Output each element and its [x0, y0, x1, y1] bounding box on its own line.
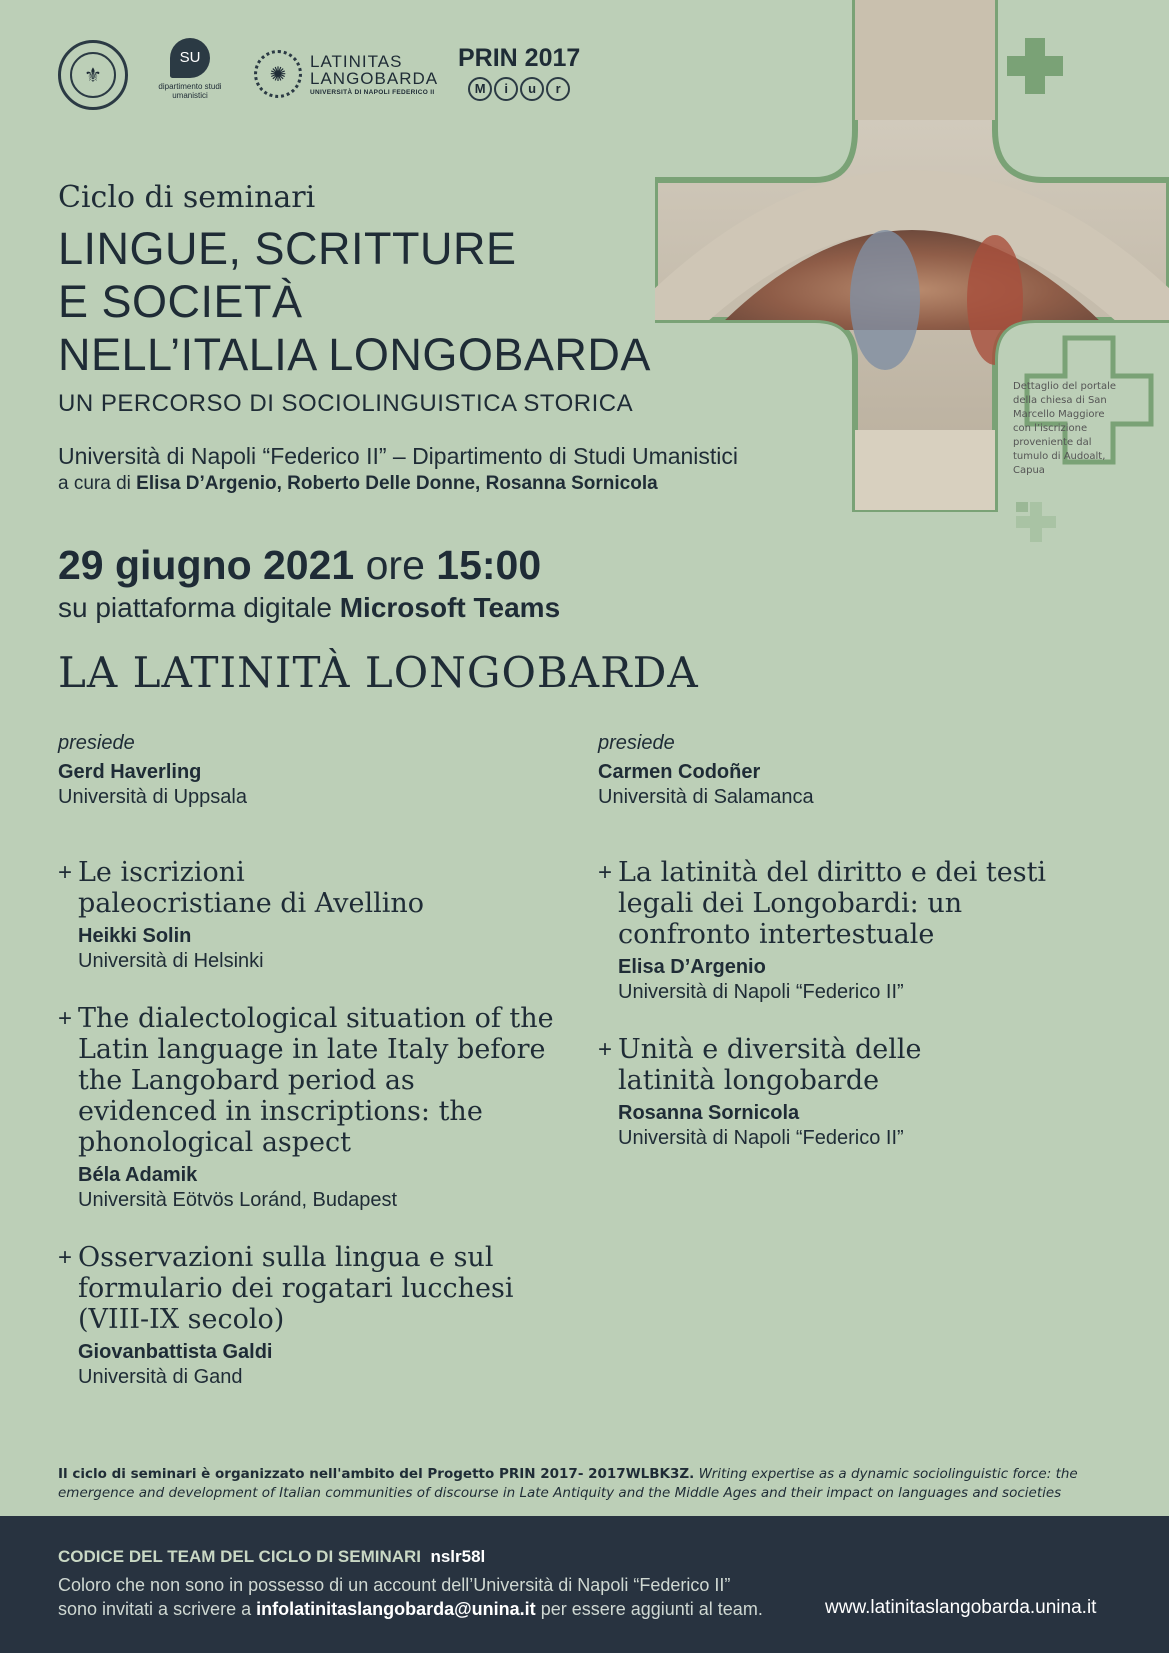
- latinitas-line1: LATINITAS: [310, 51, 403, 71]
- talk-item: [58, 1242, 558, 1389]
- curators: Elisa D’Argenio, Roberto Delle Donne, Rosanna Sornicola: [136, 473, 658, 494]
- event-time: 15:00: [436, 542, 542, 588]
- plus-icon: +: [58, 1244, 73, 1271]
- plus-icon: +: [598, 859, 613, 886]
- miur-logo: [458, 77, 580, 101]
- miur-letter: i: [494, 77, 518, 101]
- curators-line: [58, 473, 658, 495]
- page-title: [58, 222, 651, 381]
- presiede-label: presiede: [598, 732, 675, 754]
- su-department-logo: [154, 38, 226, 112]
- cycle-label: Ciclo di seminari: [58, 180, 316, 215]
- plus-icon: +: [58, 859, 73, 886]
- footnote-italic: Writing expertise as a dynamic sociolinguistic force: the emergence and development of Italian communities of discourse in Late Antiquity and the Middle Ages and their impact on languages and societies: [58, 1466, 1078, 1501]
- platform-prefix: su piattaforma digitale: [58, 592, 332, 623]
- plus-icon: +: [598, 1036, 613, 1063]
- talk-title: Le iscrizioni paleocristiane di Avellino: [78, 857, 424, 919]
- project-footnote: [58, 1465, 1138, 1503]
- footer-line1: Coloro che non sono in possesso di un account dell’Università di Napoli “Federico II”: [58, 1575, 731, 1595]
- latinitas-sub: UNIVERSITÀ DI NAPOLI FEDERICO II: [310, 88, 435, 96]
- session-title: LA LATINITÀ LONGOBARDA: [58, 648, 699, 697]
- talk-list: [58, 857, 558, 1389]
- team-code-line: [58, 1547, 485, 1567]
- miur-letter: u: [520, 77, 544, 101]
- speaker-univ: Università di Napoli “Federico II”: [618, 981, 904, 1003]
- talk-title: The dialectological situation of the Latin language in late Italy before the Langobard period as evidenced in inscriptions: the phonological aspect: [78, 1003, 554, 1158]
- university-line: Università di Napoli “Federico II” – Dipartimento di Studi Umanistici: [58, 443, 739, 469]
- talk-title: Unità e diversità delle latinità longobarde: [618, 1034, 922, 1096]
- prin-logo: [458, 44, 580, 101]
- small-cross-icon: [1016, 502, 1056, 542]
- contact-email-link[interactable]: infolatinitaslangobarda@unina.it: [256, 1599, 536, 1619]
- figure-right: [967, 235, 1023, 365]
- program-column-left: [58, 732, 558, 1389]
- miur-letter: M: [468, 77, 492, 101]
- title-line: E SOCIETÀ: [58, 276, 303, 327]
- footer-line2-suffix: per essere aggiunti al team.: [540, 1599, 763, 1619]
- university-seal-logo: [58, 40, 128, 110]
- chair-univ: Università di Salamanca: [598, 786, 814, 808]
- latinitas-line2: LANGOBARDA: [310, 68, 439, 88]
- event-ore: ore: [365, 542, 425, 588]
- subtitle: UN PERCORSO DI SOCIOLINGUISTICA STORICA: [58, 390, 634, 417]
- figure-left: [850, 230, 920, 370]
- talk-item: [58, 1003, 558, 1212]
- presiede-label: presiede: [58, 732, 135, 754]
- talk-title: Osservazioni sulla lingua e sul formulario dei rogatari lucchesi (VIII-IX secolo): [78, 1242, 514, 1335]
- program-column-right: [598, 732, 1098, 1150]
- team-code: nslr58l: [430, 1547, 486, 1566]
- talk-list: [598, 857, 1098, 1150]
- talk-item: [598, 1034, 1098, 1150]
- miur-letter: r: [546, 77, 570, 101]
- speaker-univ: Università Eötvös Loránd, Budapest: [78, 1189, 398, 1211]
- rosette-icon: ✺: [254, 50, 302, 98]
- footer-line2-prefix: sono invitati a scrivere a: [58, 1599, 252, 1619]
- speaker-name: Elisa D’Argenio: [618, 956, 766, 978]
- talk-item: [598, 857, 1098, 1004]
- title-line: NELL’ITALIA LONGOBARDA: [58, 329, 651, 380]
- footer-line2: [58, 1597, 763, 1621]
- speaker-univ: Università di Gand: [78, 1366, 243, 1388]
- su-mark: SU: [170, 38, 210, 78]
- footnote-bold: Il ciclo di seminari è organizzato nell'ambito del Progetto PRIN 2017- 2017WLBK3Z.: [58, 1466, 695, 1482]
- title-line: LINGUE, SCRITTURE: [58, 223, 517, 274]
- curated-prefix: a cura di: [58, 473, 131, 494]
- event-platform: [58, 592, 560, 624]
- speaker-name: Rosanna Sornicola: [618, 1102, 800, 1124]
- chair-univ: Università di Uppsala: [58, 786, 247, 808]
- seal-icon: ⚜: [70, 52, 116, 98]
- speaker-name: Giovanbattista Galdi: [78, 1341, 273, 1363]
- platform-name: Microsoft Teams: [339, 592, 561, 623]
- top-relief: [855, 0, 995, 120]
- talk-title: La latinità del diritto e dei testi legali dei Longobardi: un confronto intertestuale: [618, 857, 1047, 950]
- su-text: dipartimento studi umanistici: [158, 82, 222, 100]
- image-caption: Dettaglio del portale della chiesa di San Marcello Maggiore con l’iscrizione proveniente dal tumulo di Audoalt, Capua: [1013, 381, 1117, 476]
- chair-name: Gerd Haverling: [58, 761, 202, 783]
- speaker-name: Heikki Solin: [78, 925, 192, 947]
- speaker-name: Béla Adamik: [78, 1164, 198, 1186]
- speaker-univ: Università di Helsinki: [78, 950, 264, 972]
- team-code-label: CODICE DEL TEAM DEL CICLO DI SEMINARI: [58, 1547, 422, 1566]
- talk-item: [58, 857, 558, 973]
- event-date: 29 giugno 2021: [58, 542, 355, 588]
- plus-icon: +: [58, 1005, 73, 1032]
- speaker-univ: Università di Napoli “Federico II”: [618, 1127, 904, 1149]
- prin-title: PRIN 2017: [458, 44, 581, 72]
- chair-name: Carmen Codoñer: [598, 761, 761, 783]
- footer-instructions: [58, 1573, 763, 1621]
- website-link[interactable]: www.latinitaslangobarda.unina.it: [825, 1597, 1097, 1618]
- event-datetime: [58, 542, 541, 589]
- small-cross-top: [1007, 38, 1063, 94]
- latinitas-logo: [254, 50, 438, 98]
